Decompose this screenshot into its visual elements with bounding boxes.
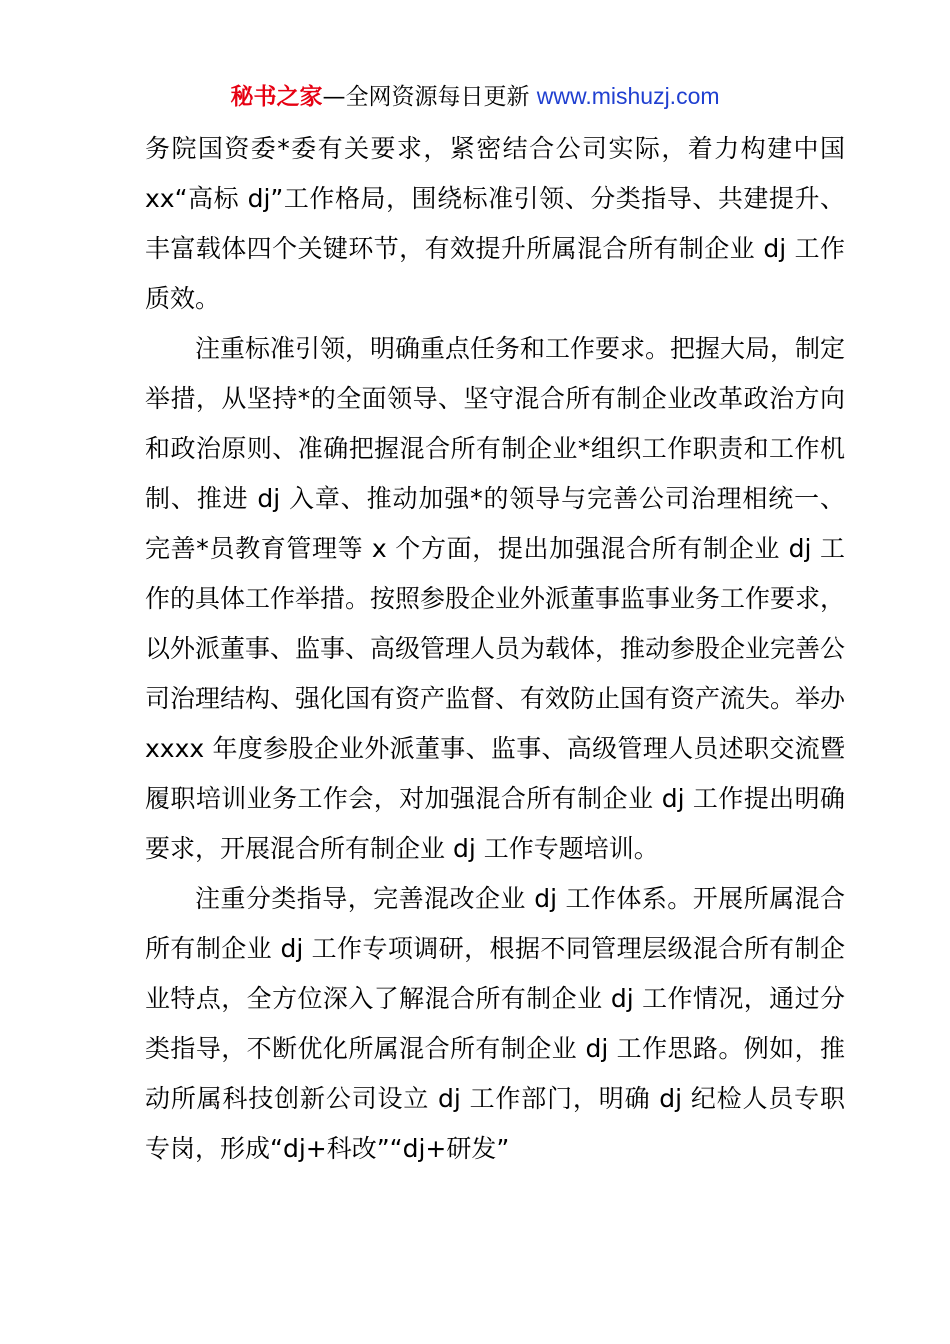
brand-name: 秘书之家 [230,84,323,110]
paragraph-standard-guidance: 注重标准引领，明确重点任务和工作要求。把握大局，制定举措，从坚持*的全面领导、坚守混合所有制企业改革政治方向和政治原则、准确把握混合所有制企业*组织工作职责和工作机制、推进 dj 入章、推动加强*的领导与完善公司治理相统一、完善*员教育管理等 x 个方面，提出加强混合所有制企业 dj 工作的具体工作举措。按照参股企业外派董事监事业务工作要求，以外派董事、监事、高级管理人员为载体，推动参股企业完善公司治理结构、强化国有资产监督、有效防止国有资产流失。举办 xxxx 年度参股企业外派董事、监事、高级管理人员述职交流暨履职培训业务工作会，对加强混合所有制企业 dj 工作提出明确要求，开展混合所有制企业 dj 工作专题培训。 [145,334,846,863]
website-url[interactable]: www.mishuzj.com [536,83,720,109]
paragraph-classified-guidance: 注重分类指导，完善混改企业 dj 工作体系。开展所属混合所有制企业 dj 工作专项调研，根据不同管理层级混合所有制企业特点，全方位深入了解混合所有制企业 dj 工作情况，通过分类指导，不断优化所属混合所有制企业 dj 工作思路。例如，推动所属科技创新公司设立 dj 工作部门，明确 dj 纪检人员专职专岗，形成“dj+科改”“dj+研发” [145,884,845,1163]
page-header [0,78,950,115]
document-body [145,124,845,1174]
paragraph-continuation: 务院国资委*委有关要求，紧密结合公司实际，着力构建中国 xx“高标 dj”工作格局，围绕标准引领、分类指导、共建提升、丰富载体四个关键环节，有效提升所属混合所有制企业 dj 工作质效。 [145,134,845,313]
header-slogan: —全网资源每日更新 [322,84,537,110]
